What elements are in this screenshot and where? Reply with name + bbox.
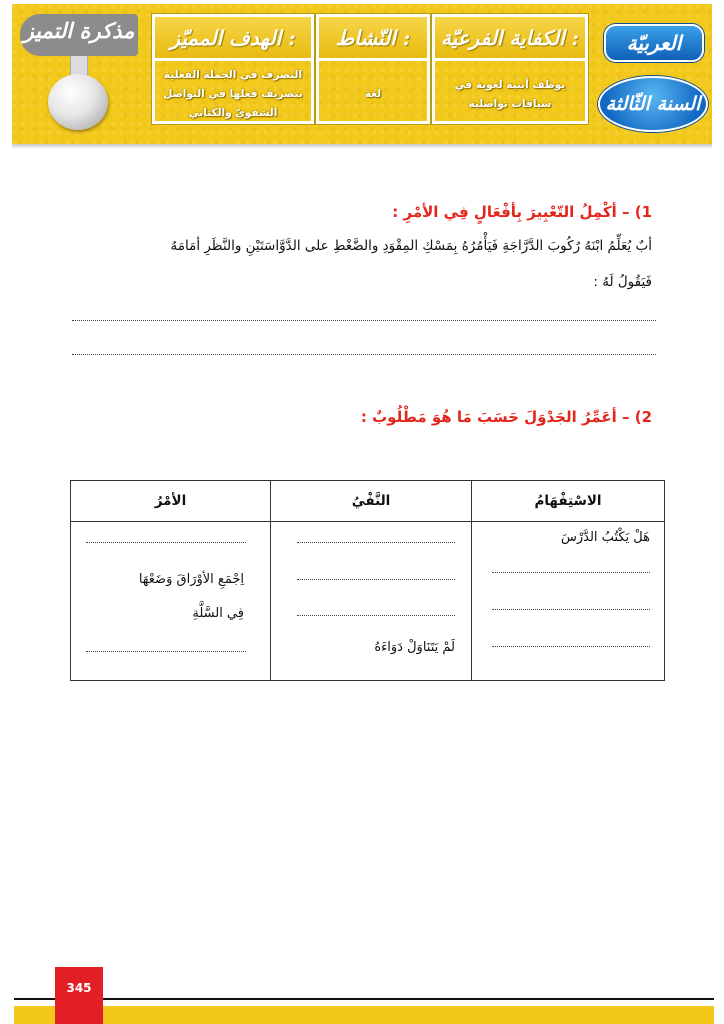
exercise1-title: 1) – أكْمِلُ التّعْبِيرَ بِأفْعَالٍ فِي الأمْرِ : [392, 203, 652, 221]
negation-example: لَمْ يَتَنَاوَلْ دَوَاءَهُ [374, 640, 455, 655]
imperative-cell [71, 522, 271, 681]
header-shadow [12, 144, 712, 149]
page-number: 345 [66, 981, 92, 995]
negation-cell [271, 522, 472, 681]
conjugation-table [70, 480, 665, 681]
footer-bar [14, 1006, 714, 1024]
header-interrogative: الاسْتِفْهَامُ [472, 481, 665, 522]
answer-line-1[interactable] [72, 320, 656, 321]
page-number-badge [55, 967, 103, 1024]
answer-line-2[interactable] [72, 354, 656, 355]
exercise1-line2: فَيَقُولُ لَهُ : [593, 274, 652, 290]
activity-head [319, 17, 427, 61]
competency-body [435, 61, 585, 128]
grade-label: السنة الثّالثة [605, 93, 701, 115]
exercise1-line1: أبٌ يُعَلِّمُ ابْنَهُ رُكُوبَ الدَّرَّاجَةِ فَيَأْمُرُهُ بِمَسْكِ المِقْوَدِ والضَّغْطِ على الدَّوَّاسَتَيْنِ والنَّظَرِ أمَامَهُ [170, 238, 652, 254]
objective-text: التصرف في الجملة الفعلية بتصريف فعلها في التواصل الشفويّ والكتابي [163, 69, 303, 119]
competency-box [432, 14, 588, 124]
objective-body [155, 61, 311, 128]
competency-text: يوظف أبنية لغوية في سياقات تواصلية [454, 78, 566, 110]
grade-badge [598, 76, 708, 132]
subject-label: العربيّة [626, 31, 682, 55]
header-imperative: الأمْرُ [71, 481, 271, 522]
interrogative-blank-1[interactable] [492, 572, 650, 573]
objective-title: الهدف المميّز : [170, 25, 296, 50]
interrogative-cell [472, 522, 665, 681]
negation-blank-3[interactable] [297, 615, 455, 616]
subject-badge [604, 24, 704, 62]
footer-line [14, 998, 714, 1000]
imperative-example-line2: فِي السَّلَّةِ [192, 606, 244, 621]
table-body-row [71, 522, 665, 681]
table-header-row [71, 481, 665, 522]
interrogative-example: هَلْ يَكْتُبُ الدَّرْسَ [561, 530, 650, 545]
activity-title: النّشاط : [335, 25, 411, 50]
exercise2-title: 2) – أعَمِّرُ الجَدْوَلَ حَسَبَ مَا هُوَ مَطْلُوبٌ : [360, 408, 652, 426]
logo-text: مذكرة التميز [23, 18, 135, 43]
imperative-blank-1[interactable] [86, 542, 246, 543]
interrogative-blank-2[interactable] [492, 609, 650, 610]
activity-text: لغة [364, 88, 382, 100]
objective-head [155, 17, 311, 61]
negation-blank-2[interactable] [297, 579, 455, 580]
imperative-example-line1: اِجْمَعِ الأوْرَاقَ وَضَعْهَا [138, 572, 244, 587]
activity-body [319, 61, 427, 128]
logo-ball-icon [48, 74, 108, 130]
competency-head [435, 17, 585, 61]
logo [20, 8, 138, 128]
negation-blank-1[interactable] [297, 542, 455, 543]
interrogative-blank-3[interactable] [492, 646, 650, 647]
competency-title: الكفاية الفرعيّة : [440, 25, 579, 50]
imperative-blank-2[interactable] [86, 651, 246, 652]
activity-box [316, 14, 430, 124]
header-negation: النَّفْيُ [271, 481, 472, 522]
objective-box [152, 14, 314, 124]
